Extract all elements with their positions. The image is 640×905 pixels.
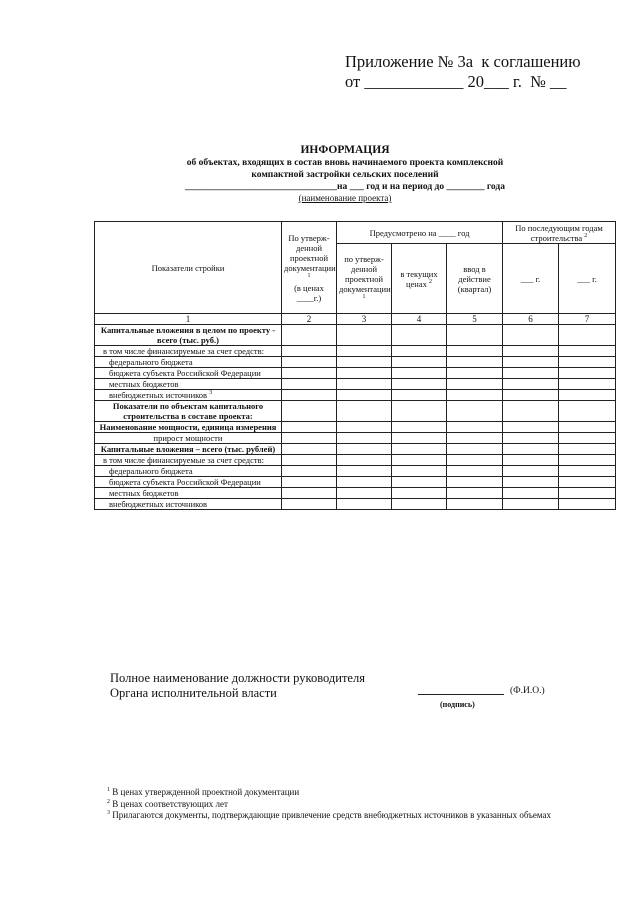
column-number: 2 [282,314,337,325]
header-indicators: Показатели стройки [95,222,282,314]
column-number: 6 [503,314,559,325]
header-later-years: По последующим годам строительства $^2$ [503,222,616,244]
title-block [140,143,550,204]
row-label: прирост мощности [95,433,282,444]
signatory-line-1: Полное наименование должности руководителя [110,671,365,685]
table-row [95,444,616,455]
row-label: местных бюджетов [95,379,282,390]
table-row [95,422,616,433]
appendix-header [345,52,581,92]
table-row [95,379,616,390]
table-row [95,466,616,477]
table-row [95,433,616,444]
column-number: 3 [337,314,392,325]
column-number: 7 [559,314,616,325]
header-sub-approved: по утверж-денной проектной документации $^1$ [337,244,392,314]
document-subtitle-3: ________________________________на ___ год и на период до ________ года [185,182,505,192]
row-label: бюджета субъекта Российской Федерации [95,477,282,488]
table-row [95,346,616,357]
row-label: Капитальные вложения – всего (тыс. рублей) [95,444,282,455]
signature-line [418,684,504,695]
row-label: Капитальные вложения в целом по проекту - всего (тыс. руб.) [95,325,282,346]
footnote-1: $^1$ В ценах утвержденной проектной документации [107,787,300,797]
header-provided: Предусмотрено на ____ год [337,222,503,244]
signature-caption: (подпись) [440,700,475,709]
footnotes [107,787,551,822]
table-row [95,488,616,499]
project-name-caption: (наименование проекта) [298,193,392,203]
column-number: 1 [95,314,282,325]
column-number: 4 [392,314,447,325]
row-label: внебюджетных источников [95,499,282,510]
header-col-2: По утверж-денной проектной документации $^1$ (в ценах ____г.) [282,222,337,314]
table-row [95,325,616,346]
footnote-2: $^2$ В ценах соответствующих лет [107,798,228,809]
signatory-line-2: Органа исполнительной власти [110,686,277,700]
signatory-position [110,671,365,701]
row-label: бюджета субъекта Российской Федерации [95,368,282,379]
table-row [95,477,616,488]
row-label: внебюджетных источников $^3$ [95,390,282,401]
row-label: Показатели по объектам капитального строительства в составе проекта: [95,401,282,422]
table-row [95,455,616,466]
row-label: Наименование мощности, единица измерения [95,422,282,433]
table-header-row-1 [95,222,616,244]
appendix-line-2: от ____________ 20___ г. № __ [345,72,567,91]
table-row [95,368,616,379]
document-heading: ИНФОРМАЦИЯ [300,144,390,156]
header-year-1: ___ г. [503,244,559,314]
table-row [95,401,616,422]
row-label: в том числе финансируемые за счет средств: [95,455,282,466]
row-label: в том числе финансируемые за счет средств: [95,346,282,357]
row-label: федерального бюджета [95,357,282,368]
table-row [95,357,616,368]
column-numbers-row [95,314,616,325]
table-row [95,390,616,401]
document-subtitle-1: об объектах, входящих в состав вновь начинаемого проекта комплексной [186,158,504,168]
header-year-2: ___ г. [559,244,616,314]
fio-label: (Ф.И.О.) [510,686,545,696]
row-label: местных бюджетов [95,488,282,499]
column-number: 5 [447,314,503,325]
document-subtitle-2: компактной застройки сельских поселений [251,170,439,180]
header-sub-current-prices: в текущих ценах $^2$ [392,244,447,314]
table-row [95,499,616,510]
header-sub-commissioning: ввод в действие (квартал) [447,244,503,314]
row-label: федерального бюджета [95,466,282,477]
footnote-3: $^3$ Прилагаются документы, подтверждающие привлечение средств внебюджетных источников в указанных объемах [107,810,551,820]
appendix-line-1: Приложение № 3а к соглашению [345,52,581,71]
indicators-table [94,221,616,510]
